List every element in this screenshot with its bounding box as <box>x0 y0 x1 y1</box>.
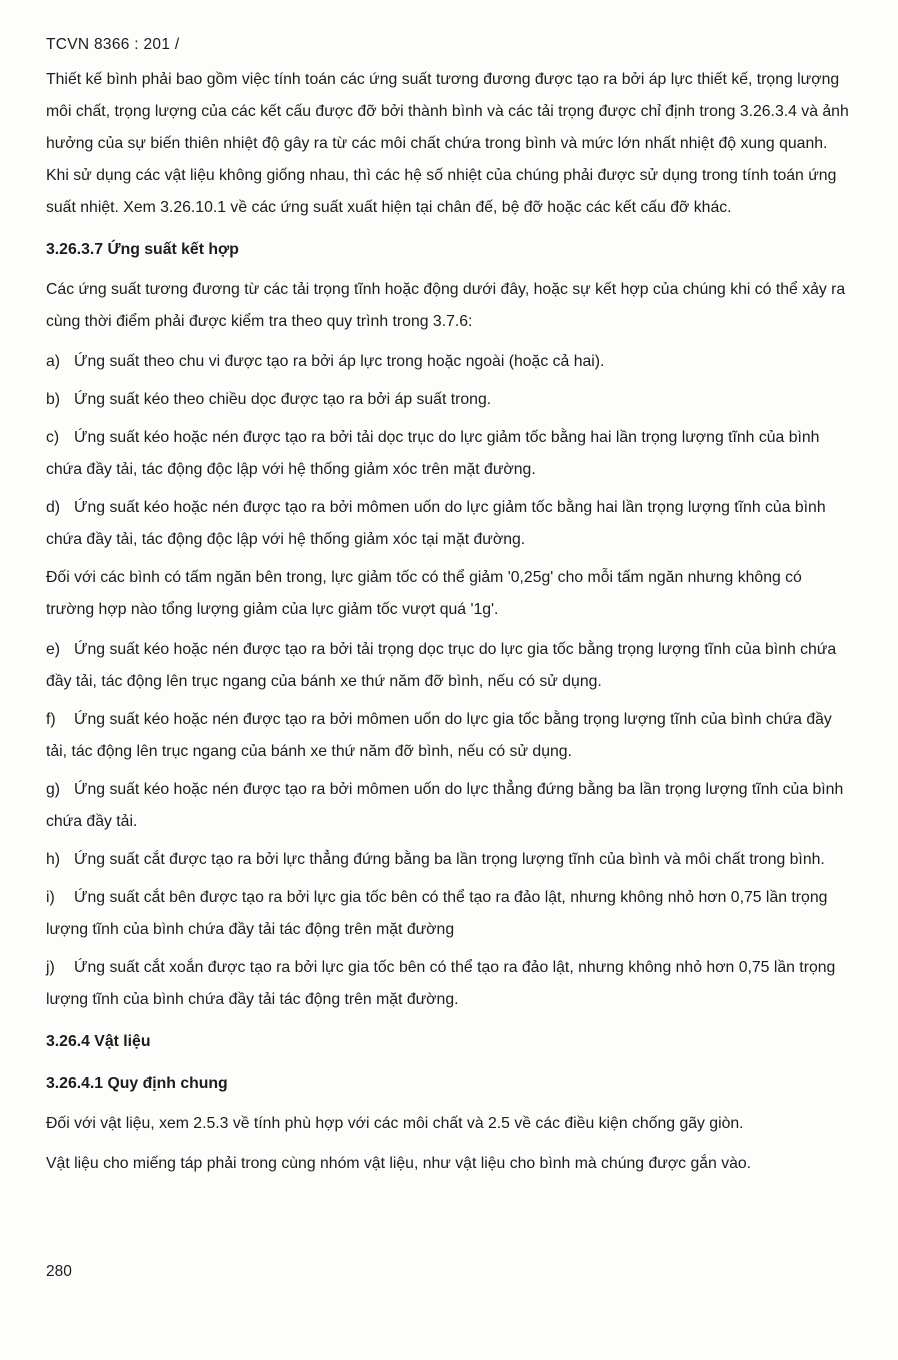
intro-paragraph: Thiết kế bình phải bao gồm việc tính toán các ứng suất tương đương được tạo ra bởi áp lực thiết kế, trọng lượng môi chất, trọng lượng của các kết cấu được đỡ bởi thành bình và các tải trọng được chỉ định trong 3.26.3.4 và ảnh hưởng của sự biến thiên nhiệt độ gây ra từ các môi chất chứa trong bình và mức lớn nhất nhiệt độ xung quanh. Khi sử dụng các vật liệu không giống nhau, thì các hệ số nhiệt của chúng phải được sử dụng trong tính toán ứng suất nhiệt. Xem 3.26.10.1 về các ứng suất xuất hiện tại chân đế, bệ đỡ hoặc các kết cấu đỡ khác. <box>46 71 849 216</box>
list-item-label: g) <box>46 781 61 798</box>
standard-header: TCVN 8366 : 201 / <box>46 36 180 53</box>
page-content <box>46 64 854 1188</box>
list-item-label: h) <box>46 851 61 868</box>
page-number: 280 <box>46 1263 72 1280</box>
list-item-text: Ứng suất kéo hoặc nén được tạo ra bởi mômen uốn do lực giảm tốc bằng hai lần trọng lượng tĩnh của bình chứa đầy tải, tác động độc lập với hệ thống giảm xóc tại mặt đường. <box>46 499 826 548</box>
list-item-label: c) <box>46 429 60 446</box>
list-item-label: d) <box>46 499 61 516</box>
list-item <box>46 952 854 1016</box>
list-item-label: e) <box>46 641 61 658</box>
stress-list-2 <box>46 634 854 1016</box>
list-item-label: j) <box>46 959 55 976</box>
list-item-text: Ứng suất kéo theo chiều dọc được tạo ra bởi áp suất trong. <box>74 391 492 408</box>
list-item-text: Ứng suất kéo hoặc nén được tạo ra bởi mômen uốn do lực gia tốc bằng trọng lượng tĩnh của bình chứa đầy tải, tác động lên trục ngang của bánh xe thứ năm đỡ bình, nếu có sử dụng. <box>46 711 832 760</box>
list-item-label: f) <box>46 711 56 728</box>
list-item <box>46 634 854 698</box>
list-item <box>46 774 854 838</box>
section-lead-paragraph: Các ứng suất tương đương từ các tải trọng tĩnh hoặc động dưới đây, hoặc sự kết hợp của chúng khi có thể xảy ra cùng thời điểm phải được kiểm tra theo quy trình trong 3.7.6: <box>46 281 846 330</box>
list-item-label: i) <box>46 889 55 906</box>
list-item-text: Ứng suất kéo hoặc nén được tạo ra bởi tải dọc trục do lực giảm tốc bằng hai lần trọng lượng tĩnh của bình chứa đầy tải, tác động độc lập với hệ thống giảm xóc trên mặt đường. <box>46 429 820 478</box>
baffle-note-paragraph: Đối với các bình có tấm ngăn bên trong, lực giảm tốc có thể giảm '0,25g' cho mỗi tấm ngăn nhưng không có trường hợp nào tổng lượng giảm của lực giảm tốc vượt quá '1g'. <box>46 569 802 618</box>
list-item <box>46 492 854 556</box>
list-item <box>46 422 854 486</box>
list-item-text: Ứng suất cắt xoắn được tạo ra bởi lực gia tốc bên có thể tạo ra đảo lật, nhưng không nhỏ hơn 0,75 lần trọng lượng tĩnh của bình chứa đầy tải tác động trên mặt đường. <box>46 959 836 1008</box>
section-heading-3-26-4: 3.26.4 Vật liệu <box>46 1033 151 1050</box>
list-item-label: b) <box>46 391 61 408</box>
section-heading-3-26-3-7: 3.26.3.7 Ứng suất kết hợp <box>46 241 239 258</box>
list-item-text: Ứng suất cắt bên được tạo ra bởi lực gia tốc bên có thể tạo ra đảo lật, nhưng không nhỏ hơn 0,75 lần trọng lượng tĩnh của bình chứa đầy tải tác động trên mặt đường <box>46 889 828 938</box>
materials-paragraph-1: Đối với vật liệu, xem 2.5.3 về tính phù hợp với các môi chất và 2.5 về các điều kiện chống gãy giòn. <box>46 1115 744 1132</box>
list-item <box>46 882 854 946</box>
list-item <box>46 844 854 876</box>
section-heading-3-26-4-1: 3.26.4.1 Quy định chung <box>46 1075 228 1092</box>
list-item <box>46 704 854 768</box>
list-item-text: Ứng suất kéo hoặc nén được tạo ra bởi tải trọng dọc trục do lực gia tốc bằng trọng lượng tĩnh của bình chứa đầy tải, tác động lên trục ngang của bánh xe thứ năm đỡ bình, nếu có sử dụng. <box>46 641 837 690</box>
list-item-text: Ứng suất theo chu vi được tạo ra bởi áp lực trong hoặc ngoài (hoặc cả hai). <box>74 353 605 370</box>
list-item-text: Ứng suất kéo hoặc nén được tạo ra bởi mômen uốn do lực thẳng đứng bằng ba lần trọng lượng tĩnh của bình chứa đầy tải. <box>46 781 844 830</box>
list-item-text: Ứng suất cắt được tạo ra bởi lực thẳng đứng bằng ba lần trọng lượng tĩnh của bình và môi chất trong bình. <box>74 851 825 868</box>
materials-paragraph-2: Vật liệu cho miếng táp phải trong cùng nhóm vật liệu, như vật liệu cho bình mà chúng được gắn vào. <box>46 1155 752 1172</box>
stress-list-1 <box>46 346 854 556</box>
list-item <box>46 346 854 378</box>
list-item-label: a) <box>46 353 61 370</box>
list-item <box>46 384 854 416</box>
